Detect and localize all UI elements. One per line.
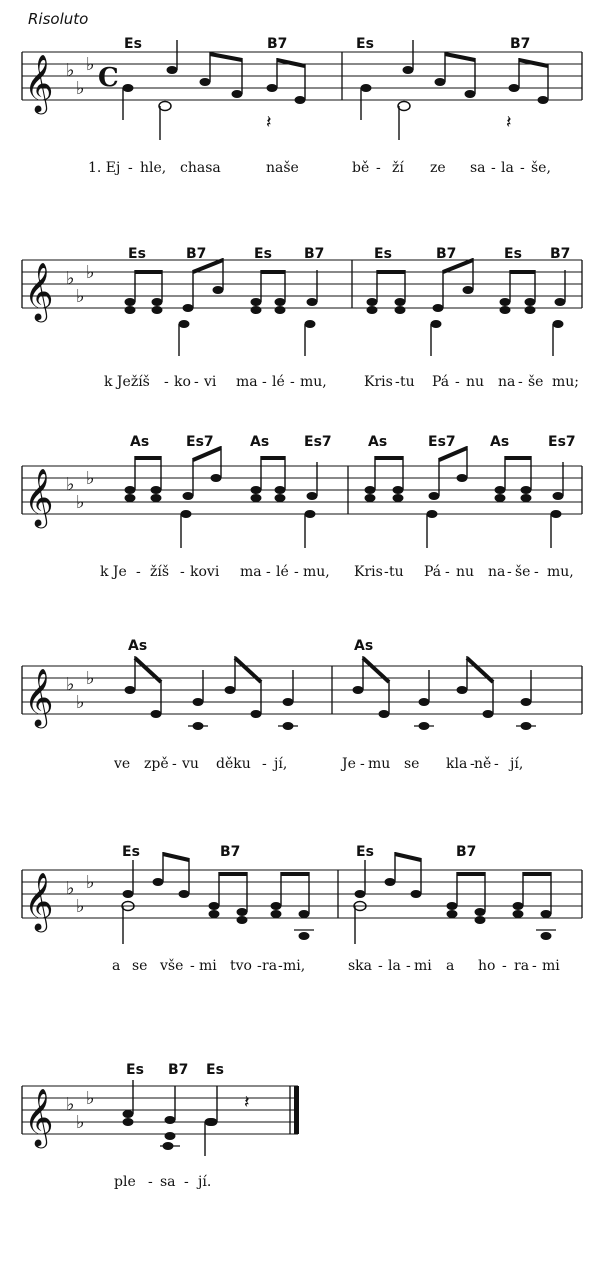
note-head [167, 66, 178, 74]
lyric-hyphen: - [520, 160, 525, 176]
note-beam [519, 60, 548, 66]
note-head [299, 910, 310, 918]
lyric-hyphen: - [290, 374, 295, 390]
note-head [500, 306, 511, 314]
note-head [379, 710, 390, 718]
note-head [225, 686, 236, 694]
note-head [183, 304, 194, 312]
note-head [181, 510, 192, 518]
lyric-syllable: ně [474, 756, 492, 772]
lyrics-line-1 [88, 159, 551, 176]
lyric-hyphen: - [360, 756, 365, 772]
note-head [165, 1132, 176, 1140]
note-head [307, 298, 318, 306]
lyric-syllable: hle, [140, 160, 167, 176]
lyric-hyphen: - [262, 374, 267, 390]
note-head [353, 686, 364, 694]
chord-symbol: Es7 [304, 434, 332, 450]
lyric-syllable: še [528, 374, 544, 390]
lyric-syllable: lé [276, 564, 289, 580]
note-head [475, 908, 486, 916]
lyric-syllable: sa [160, 1174, 176, 1190]
note-head [232, 90, 243, 98]
system-6 [22, 1062, 299, 1190]
note-head [275, 306, 286, 314]
note-head [125, 298, 136, 306]
flat-icon: ♭ [76, 78, 85, 99]
note-head [431, 320, 442, 328]
note-head [395, 306, 406, 314]
note-head [151, 710, 162, 718]
treble-clef-icon: 𝄞 [24, 468, 54, 526]
flat-icon: ♭ [76, 896, 85, 917]
lyrics-line-2 [104, 373, 579, 390]
note-head [251, 486, 262, 494]
flat-icon: ♭ [86, 262, 95, 283]
note-head [251, 494, 262, 502]
note-head [123, 1118, 134, 1126]
chord-symbol: B7 [436, 246, 457, 262]
lyric-hyphen: - [406, 958, 411, 974]
lyric-syllable: tu [400, 374, 415, 390]
lyric-syllable: zpě [144, 756, 169, 772]
lyric-syllable: la [388, 958, 401, 974]
note-head [125, 486, 136, 494]
note-head [271, 910, 282, 918]
lyric-hyphen: - [518, 374, 523, 390]
notes-system-4 [125, 656, 537, 730]
note-head [393, 494, 404, 502]
flat-icon: ♭ [66, 674, 75, 695]
chord-symbol: Es [128, 246, 146, 262]
lyric-hyphen: - [190, 958, 195, 974]
lyric-syllable: ra [514, 958, 530, 974]
lyric-hyphen: - [395, 374, 400, 390]
staff-1 [22, 52, 582, 115]
chord-symbol: Es [124, 36, 142, 52]
lyric-hyphen: - [164, 374, 169, 390]
rest-icon: 𝄽 [506, 112, 512, 133]
flat-icon: ♭ [66, 474, 75, 495]
note-head [457, 474, 468, 482]
lyric-hyphen: - [257, 958, 262, 974]
note-head [463, 286, 474, 294]
staff-4 [22, 666, 582, 729]
lyric-hyphen: - [502, 958, 507, 974]
note-head [125, 306, 136, 314]
lyric-syllable: děku [216, 756, 251, 772]
flat-icon: ♭ [86, 1088, 95, 1109]
note-head [209, 910, 220, 918]
flat-icon: ♭ [86, 872, 95, 893]
note-head [553, 492, 564, 500]
lyric-syllable: naše [266, 160, 299, 176]
lyric-hyphen: - [384, 564, 389, 580]
lyric-syllable: Je [342, 756, 356, 772]
note-head [385, 878, 396, 886]
lyric-hyphen: - [445, 564, 450, 580]
chord-symbol: B7 [186, 246, 207, 262]
chord-symbol: B7 [220, 844, 241, 860]
chord-symbol: As [250, 434, 270, 450]
note-beam [163, 854, 189, 860]
lyric-syllable: ma [236, 374, 258, 390]
lyric-syllable: bě [352, 160, 370, 176]
flat-icon: ♭ [66, 268, 75, 289]
lyric-syllable: jí, [510, 756, 524, 772]
chord-symbol: As [130, 434, 150, 450]
note-head [429, 492, 440, 500]
final-barline-thick [294, 1086, 299, 1134]
chord-symbol: As [490, 434, 510, 450]
note-head [553, 320, 564, 328]
system-3 [22, 434, 582, 580]
lyric-hyphen: - [376, 160, 381, 176]
chord-symbol: B7 [510, 36, 531, 52]
lyric-syllable: ple [114, 1174, 136, 1190]
lyric-syllable: ve [114, 756, 131, 772]
lyric-syllable: jí, [274, 756, 288, 772]
lyric-syllable: ží [392, 160, 404, 176]
note-head [355, 890, 366, 898]
note-head [541, 932, 552, 940]
note-head [125, 494, 136, 502]
note-head [495, 486, 506, 494]
lyric-syllable: ra [262, 958, 278, 974]
note-head [251, 306, 262, 314]
lyric-hyphen: - [494, 756, 499, 772]
lyric-syllable: 1. Ej [88, 160, 121, 176]
note-head [179, 890, 190, 898]
note-head [151, 494, 162, 502]
treble-clef-icon: 𝄞 [24, 1088, 54, 1146]
lyric-syllable: k Je [100, 564, 127, 580]
note-beam [445, 54, 475, 60]
lyrics-line-6 [114, 1174, 211, 1190]
note-head [475, 916, 486, 924]
lyric-hyphen: - [148, 1174, 153, 1190]
chord-symbol: B7 [550, 246, 571, 262]
note-head [495, 494, 506, 502]
chord-symbol: Es [356, 36, 374, 52]
lyric-syllable: chasa [180, 160, 221, 176]
note-head [123, 84, 134, 92]
chord-symbol: As [128, 638, 148, 654]
lyrics-line-5 [112, 957, 560, 974]
lyric-syllable: se [404, 756, 420, 772]
lyric-syllable: vše [160, 958, 184, 974]
lyric-syllable: ska [348, 958, 373, 974]
note-head [267, 84, 278, 92]
lyric-syllable: la [501, 160, 514, 176]
lyric-syllable: ko [174, 374, 191, 390]
note-head [209, 902, 220, 910]
lyric-syllable: mi [414, 958, 432, 974]
lyric-hyphen: - [128, 160, 133, 176]
flat-icon: ♭ [66, 878, 75, 899]
note-head [513, 902, 524, 910]
lyric-syllable: na [498, 374, 516, 390]
lyric-syllable: še [515, 564, 531, 580]
flat-icon: ♭ [76, 1112, 85, 1133]
lyrics-line-4 [113, 756, 523, 772]
lyric-syllable: Kris [354, 564, 383, 580]
note-head [123, 1110, 134, 1118]
note-head [283, 698, 294, 706]
lyric-syllable: ho [478, 958, 496, 974]
note-head [393, 486, 404, 494]
flat-icon: ♭ [76, 492, 85, 513]
note-head [419, 698, 430, 706]
notes-system-6 [123, 1080, 250, 1156]
note-head [457, 686, 468, 694]
note-head [361, 84, 372, 92]
note-head [555, 298, 566, 306]
note-head [152, 306, 163, 314]
treble-clef-icon: 𝄞 [24, 668, 54, 726]
lyric-syllable: vu [182, 756, 199, 772]
note-head [551, 510, 562, 518]
lyric-syllable: žíš [150, 564, 170, 580]
chord-symbol: B7 [304, 246, 325, 262]
note-head [165, 1116, 176, 1124]
flat-icon: ♭ [86, 668, 95, 689]
chord-symbol: Es [504, 246, 522, 262]
lyric-syllable: mi, [283, 958, 306, 974]
system-1 [22, 36, 582, 176]
chord-symbol: Es [126, 1062, 144, 1078]
note-head [403, 66, 414, 74]
lyric-syllable: nu [466, 374, 485, 390]
chord-symbol: Es7 [428, 434, 456, 450]
lyric-syllable: mi [542, 958, 560, 974]
note-beam [210, 54, 242, 60]
lyric-syllable: mi [199, 958, 217, 974]
system-5 [22, 844, 582, 974]
note-head [299, 932, 310, 940]
lyric-syllable: sa [470, 160, 486, 176]
chord-symbol: Es [374, 246, 392, 262]
lyric-hyphen: - [184, 1174, 189, 1190]
lyric-hyphen: - [491, 160, 496, 176]
note-head [411, 890, 422, 898]
lyric-hyphen: - [278, 958, 283, 974]
chord-symbol: Es [206, 1062, 224, 1078]
treble-clef-icon: 𝄞 [24, 872, 54, 930]
lyric-syllable: mu, [303, 564, 330, 580]
note-head [521, 486, 532, 494]
lyrics-line-3 [100, 563, 574, 580]
lyric-syllable: še, [531, 160, 551, 176]
note-head [447, 902, 458, 910]
note-head [365, 486, 376, 494]
lyric-hyphen: - [294, 564, 299, 580]
rest-icon: 𝄽 [266, 112, 272, 133]
flat-icon: ♭ [86, 468, 95, 489]
note-head [275, 486, 286, 494]
chord-symbol: Es [356, 844, 374, 860]
note-head [427, 510, 438, 518]
note-head [163, 1142, 174, 1150]
note-head [305, 320, 316, 328]
lyric-syllable: kla [446, 756, 468, 772]
staff-2 [22, 260, 582, 323]
note-head [125, 686, 136, 694]
note-head [307, 492, 318, 500]
chord-symbol: B7 [456, 844, 477, 860]
note-head [193, 698, 204, 706]
lyric-syllable: vi [204, 374, 217, 390]
lyric-syllable: se [132, 958, 148, 974]
note-head [447, 910, 458, 918]
note-head [465, 90, 476, 98]
lyric-hyphen: - [507, 564, 512, 580]
note-head [237, 916, 248, 924]
note-head [513, 910, 524, 918]
note-head [251, 710, 262, 718]
chord-symbol: As [368, 434, 388, 450]
lyric-syllable: tu [389, 564, 404, 580]
note-head [205, 1118, 216, 1126]
note-head [152, 298, 163, 306]
flat-icon: ♭ [66, 1094, 75, 1115]
lyric-hyphen: - [455, 374, 460, 390]
note-head [509, 84, 520, 92]
note-head [211, 474, 222, 482]
note-head [521, 494, 532, 502]
note-head [367, 306, 378, 314]
note-head [525, 298, 536, 306]
staff-6 [22, 1086, 299, 1149]
lyric-hyphen: - [266, 564, 271, 580]
lyric-hyphen: - [470, 756, 475, 772]
tempo-marking: Risoluto [28, 10, 89, 28]
treble-clef-icon: 𝄞 [24, 262, 54, 320]
lyric-hyphen: - [194, 374, 199, 390]
note-head [521, 698, 532, 706]
lyric-hyphen: - [262, 756, 267, 772]
lyric-syllable: Pá [424, 564, 442, 580]
lyric-hyphen: - [532, 958, 537, 974]
note-head [271, 902, 282, 910]
rest-icon: 𝄽 [244, 1092, 250, 1113]
note-head [541, 910, 552, 918]
lyric-syllable: na [488, 564, 506, 580]
note-head [398, 102, 410, 111]
note-head [237, 908, 248, 916]
notes-system-2 [125, 258, 566, 356]
chord-symbol: B7 [267, 36, 288, 52]
flat-icon: ♭ [76, 286, 85, 307]
lyric-syllable: Pá [432, 374, 450, 390]
chord-symbol: Es [122, 844, 140, 860]
treble-clef-icon: 𝄞 [24, 54, 54, 112]
chord-symbol: Es7 [548, 434, 576, 450]
lyric-syllable: k Ježíš [104, 374, 150, 390]
note-head [295, 96, 306, 104]
note-head [275, 298, 286, 306]
chord-symbol: As [354, 638, 374, 654]
flat-icon: ♭ [86, 54, 95, 75]
note-beam [395, 854, 421, 860]
lyric-syllable: mu, [300, 374, 327, 390]
note-head [251, 298, 262, 306]
note-head [305, 510, 316, 518]
note-head [367, 298, 378, 306]
note-head [275, 494, 286, 502]
lyric-syllable: a [446, 958, 455, 974]
lyric-syllable: ze [430, 160, 446, 176]
lyric-syllable: mu, [547, 564, 574, 580]
notes-system-3 [125, 446, 564, 548]
note-head [159, 102, 171, 111]
notes-system-5 [122, 852, 556, 944]
note-head [183, 492, 194, 500]
flat-icon: ♭ [76, 692, 85, 713]
note-head [483, 710, 494, 718]
lyric-hyphen: - [180, 564, 185, 580]
note-head [151, 486, 162, 494]
lyric-syllable: a [112, 958, 121, 974]
lyric-hyphen: - [378, 958, 383, 974]
note-beam [277, 60, 305, 66]
note-head [525, 306, 536, 314]
system-2 [22, 246, 582, 390]
lyric-hyphen: - [534, 564, 539, 580]
lyric-syllable: ma [240, 564, 262, 580]
lyric-syllable: mu; [552, 374, 580, 390]
lyric-syllable: kovi [190, 564, 220, 580]
chord-symbol: Es7 [186, 434, 214, 450]
note-head [200, 78, 211, 86]
lyric-syllable: Kris [364, 374, 393, 390]
note-head [123, 890, 134, 898]
flat-icon: ♭ [66, 60, 75, 81]
lyric-syllable: nu [456, 564, 475, 580]
lyric-hyphen: - [172, 756, 177, 772]
lyric-syllable: mu [368, 756, 391, 772]
note-head [433, 304, 444, 312]
common-time-icon: C [98, 63, 119, 93]
note-head [435, 78, 446, 86]
staff-5 [22, 870, 582, 933]
lyric-hyphen: - [136, 564, 141, 580]
chord-symbol: B7 [168, 1062, 189, 1078]
notes-system-1 [123, 40, 549, 140]
system-4 [22, 638, 582, 772]
lyric-syllable: lé [272, 374, 285, 390]
note-head [179, 320, 190, 328]
chord-symbol: Es [254, 246, 272, 262]
note-head [153, 878, 164, 886]
note-head [538, 96, 549, 104]
note-head [365, 494, 376, 502]
note-head [500, 298, 511, 306]
note-head [395, 298, 406, 306]
note-head [213, 286, 224, 294]
lyric-syllable: tvo [230, 958, 252, 974]
lyric-syllable: jí. [198, 1174, 212, 1190]
